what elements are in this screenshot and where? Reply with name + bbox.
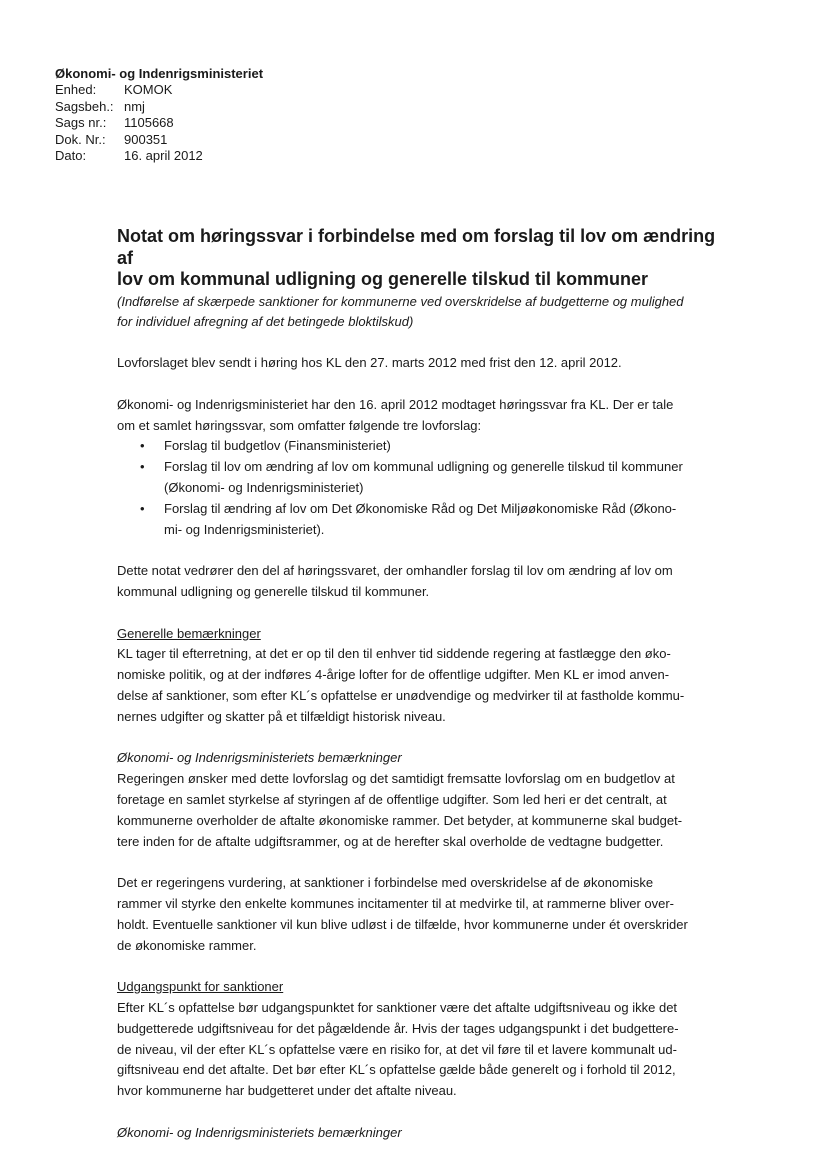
meta-value: 16. april 2012 bbox=[124, 148, 203, 164]
meta-row-case-number bbox=[55, 115, 263, 131]
scope-paragraph bbox=[117, 561, 729, 603]
paragraph-line: kommunerne overholder de aftalte økonomiske rammer. Det betyder, at kommunerne skal budget- bbox=[117, 812, 683, 828]
paragraph-line: budgetterede udgiftsniveau for det pågældende år. Hvis der tages udgangspunkt i det budgettere- bbox=[117, 1020, 679, 1036]
document-subtitle bbox=[117, 292, 729, 333]
document-body bbox=[117, 226, 729, 1144]
meta-row-date bbox=[55, 148, 263, 164]
meta-value: KOMOK bbox=[124, 82, 173, 98]
intro-paragraph: Lovforslaget blev sendt i høring hos KL den 27. marts 2012 med frist den 12. april 2012. bbox=[117, 355, 622, 371]
bullet-icon: • bbox=[140, 500, 145, 516]
list-item bbox=[117, 436, 729, 457]
bill-list bbox=[117, 436, 729, 540]
subtitle-line: (Indførelse af skærpede sanktioner for kommunerne ved overskridelse af budgetterne og mulighed bbox=[117, 293, 684, 309]
meta-row-caseworker bbox=[55, 99, 263, 115]
meta-label: Dok. Nr.: bbox=[55, 131, 106, 147]
meta-label: Sagsbeh.: bbox=[55, 98, 114, 114]
paragraph-line: Regeringen ønsker med dette lovforslag og det samtidigt fremsatte lovforslag om en budgetlov at bbox=[117, 771, 675, 787]
list-item-line: Forslag til lov om ændring af lov om kommunal udligning og generelle tilskud til kommuner bbox=[164, 459, 683, 475]
section-heading-sanction-baseline: Udgangspunkt for sanktioner bbox=[117, 979, 284, 995]
received-paragraph bbox=[117, 395, 729, 437]
title-line: lov om kommunal udligning og generelle tilskud til kommuner bbox=[117, 269, 649, 289]
list-item-line: Forslag til budgetlov (Finansministeriet) bbox=[164, 438, 391, 454]
organization-name: Økonomi- og Indenrigsministeriet bbox=[55, 66, 264, 81]
paragraph-line: Det er regeringens vurdering, at sanktioner i forbindelse med overskridelse af de økonomiske bbox=[117, 875, 654, 891]
paragraph-line: rammer vil styrke den enkelte kommunes incitamenter til at medvirke til, at rammerne bliver over- bbox=[117, 896, 675, 912]
list-item-line: (Økonomi- og Indenrigsministeriet) bbox=[164, 480, 364, 496]
paragraph-line: Økonomi- og Indenrigsministeriet har den 16. april 2012 modtaget høringssvar fra KL. Der er tale bbox=[117, 396, 674, 412]
section-heading-ministry-remarks-2: Økonomi- og Indenrigsministeriets bemærkninger bbox=[117, 1124, 402, 1140]
meta-value: nmj bbox=[124, 98, 145, 114]
subtitle-line: for individuel afregning af det betingede bloktilskud) bbox=[117, 314, 414, 329]
general-remarks-paragraph bbox=[117, 644, 729, 727]
section-heading-ministry-remarks: Økonomi- og Indenrigsministeriets bemærkninger bbox=[117, 750, 402, 766]
list-item-line: mi- og Indenrigsministeriet). bbox=[164, 521, 325, 537]
document-header bbox=[55, 66, 263, 164]
paragraph-line: giftsniveau end det aftalte. Det bør efter KL´s opfattelse gælde både generelt og i forhold til 2012, bbox=[117, 1062, 676, 1078]
paragraph-line: tere inden for de aftalte udgiftsrammer, og at de herefter skal overholde de vedtagne budgetter. bbox=[117, 833, 664, 849]
paragraph-line: hvor kommunerne har budgetteret under det aftalte niveau. bbox=[117, 1083, 457, 1099]
paragraph-line: nomiske politik, og at der indføres 4-årige lofter for de offentlige udgifter. Men KL er imod anven- bbox=[117, 667, 670, 683]
paragraph-line: KL tager til efterretning, at det er op til den til enhver tid siddende regering at fastlægge den øko- bbox=[117, 646, 671, 662]
list-item-line: Forslag til ændring af lov om Det Økonomiske Råd og Det Miljøøkonomiske Råd (Økono- bbox=[164, 500, 677, 516]
section-heading-general-remarks: Generelle bemærkninger bbox=[117, 625, 261, 641]
title-line: Notat om høringssvar i forbindelse med om forslag til lov om ændring af bbox=[117, 226, 716, 268]
paragraph-line: holdt. Eventuelle sanktioner vil kun blive udløst i de tilfælde, hvor kommunerne under ét overskrider bbox=[117, 916, 688, 932]
list-item bbox=[117, 457, 729, 499]
list-item bbox=[117, 499, 729, 541]
sanction-baseline-paragraph bbox=[117, 998, 729, 1102]
meta-label: Dato: bbox=[55, 148, 87, 164]
meta-row-document-number bbox=[55, 132, 263, 148]
meta-label: Sags nr.: bbox=[55, 115, 107, 131]
meta-row-unit bbox=[55, 82, 263, 98]
paragraph-line: om et samlet høringssvar, som omfatter følgende tre lovforslag: bbox=[117, 417, 482, 433]
paragraph-line: de niveau, vil der efter KL´s opfattelse være en risiko for, at det vil føre til et lavere kommunalt ud- bbox=[117, 1041, 677, 1057]
paragraph-line: Efter KL´s opfattelse bør udgangspunktet for sanktioner være det aftalte udgiftsniveau og ikke det bbox=[117, 1000, 678, 1015]
ministry-remarks-paragraph bbox=[117, 769, 729, 852]
meta-value: 900351 bbox=[124, 131, 168, 147]
bullet-icon: • bbox=[140, 438, 145, 454]
paragraph-line: de økonomiske rammer. bbox=[117, 937, 257, 953]
paragraph-line: foretage en samlet styrkelse af styringen af de offentlige udgifter. Som led heri er det centralt, at bbox=[117, 792, 667, 808]
paragraph-line: kommunal udligning og generelle tilskud til kommuner. bbox=[117, 584, 430, 600]
document-title bbox=[117, 226, 729, 291]
bullet-icon: • bbox=[140, 459, 145, 475]
paragraph-line: nernes udgifter og skatter på et tilfældigt historisk niveau. bbox=[117, 708, 446, 724]
paragraph-line: delse af sanktioner, som efter KL´s opfattelse er unødvendige og medvirker til at fastholde kommu- bbox=[117, 688, 685, 704]
paragraph-line: Dette notat vedrører den del af høringssvaret, der omhandler forslag til lov om ændring af lov om bbox=[117, 563, 673, 579]
meta-value: 1105668 bbox=[124, 115, 174, 131]
meta-label: Enhed: bbox=[55, 82, 97, 98]
government-assessment-paragraph bbox=[117, 873, 729, 956]
